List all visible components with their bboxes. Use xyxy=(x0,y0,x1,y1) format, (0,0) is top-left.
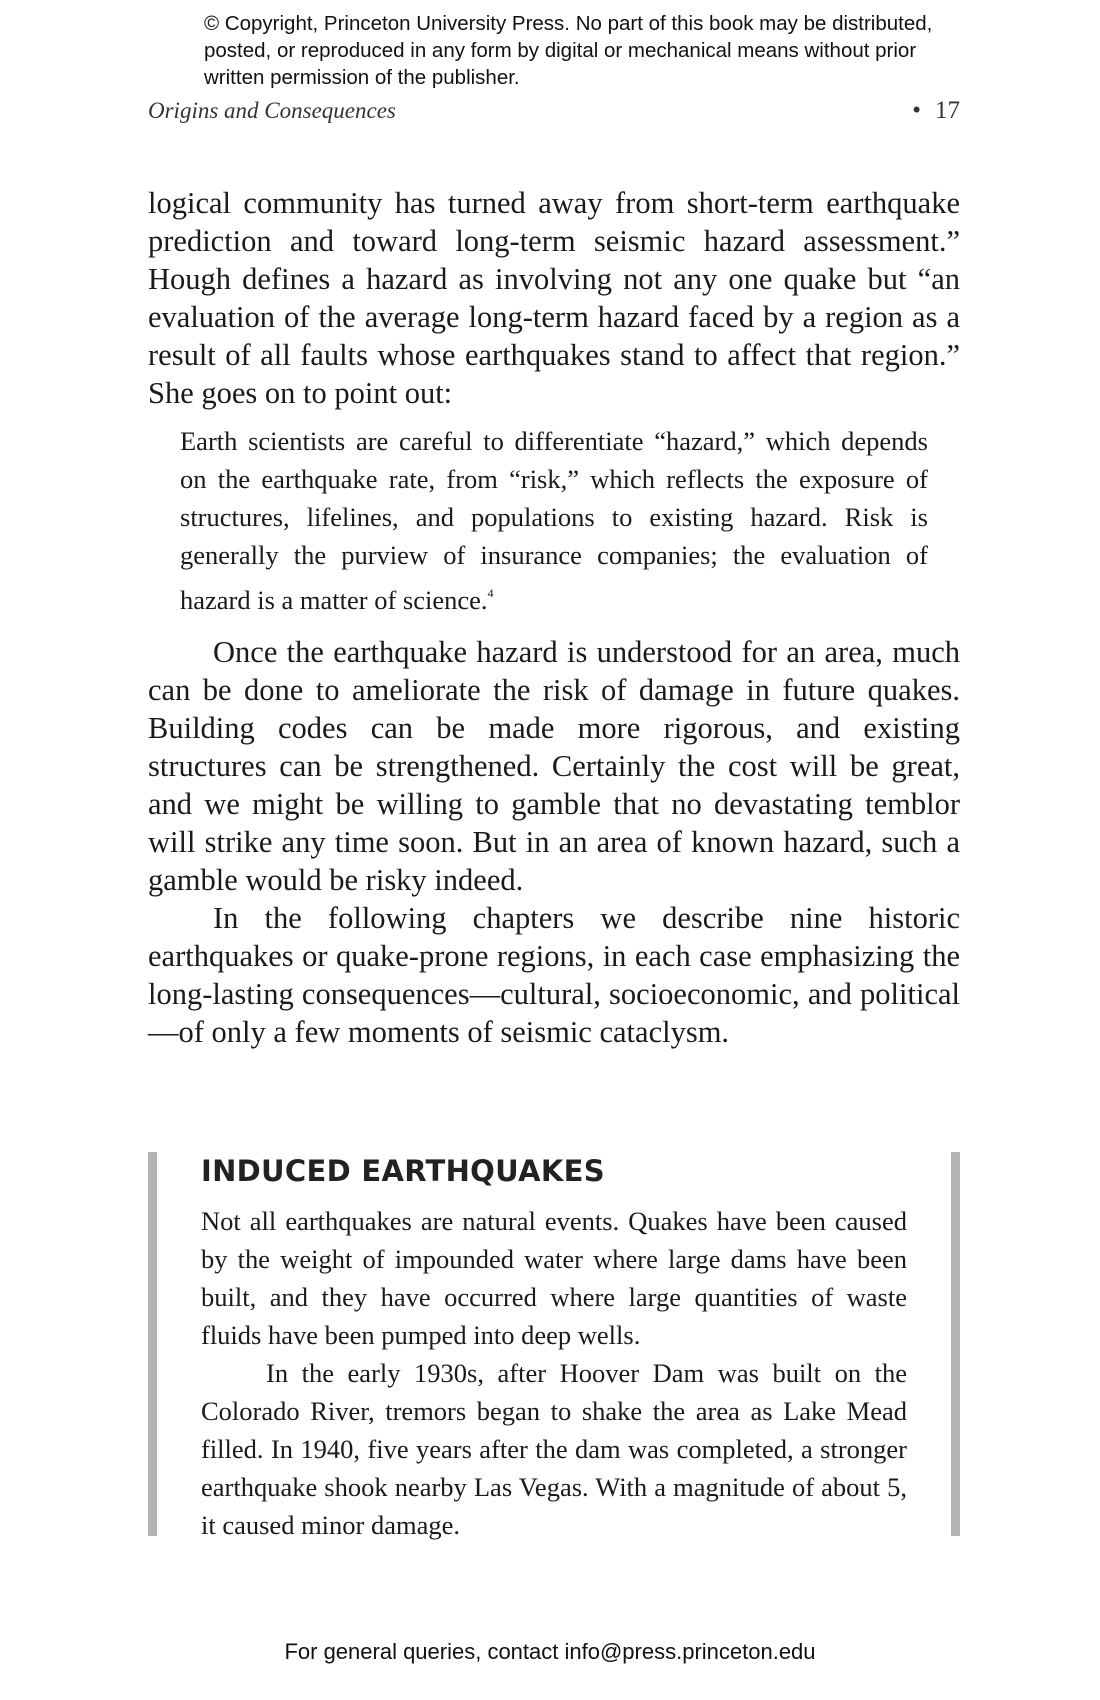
bullet-icon: • xyxy=(912,97,921,124)
body-paragraph-1: logical community has turned away from short-term earthquake prediction and toward long-term seismic hazard assessment.” Hough defines a hazard as involving not any one quake but “an evaluation of the average long-term hazard faced by a region as a result of all faults whose earthquakes stand to affect that region.” She goes on to point out: xyxy=(148,186,960,410)
block-quote xyxy=(180,422,928,619)
sidebar-paragraph-1: Not all earthquakes are natural events. Quakes have been caused by the weight of impounded water where large dams have been built, and they have occurred where large quantities of waste fluids have been pumped into deep wells. xyxy=(201,1206,907,1350)
sidebar-paragraph-2: In the early 1930s, after Hoover Dam was built on the Colorado River, tremors began to shake the area as Lake Mead filled. In 1940, five years after the dam was completed, a stronger earthquake shook nearby Las Vegas. With a magnitude of about 5, it caused minor damage. xyxy=(201,1358,907,1540)
block-quote-text: Earth scientists are careful to differentiate “hazard,” which depends on the earthquake rate, from “risk,” which reflects the exposure of structures, lifelines, and populations to existing hazard. Risk is generally the purview of insurance companies; the evaluation of hazard is a matter of science. xyxy=(180,426,928,615)
running-head xyxy=(148,94,960,128)
main-text xyxy=(148,184,960,1051)
body-paragraph-3: In the following chapters we describe nine historic earthquakes or quake-prone regions, in each case emphasizing the long-lasting consequences—cultural, socioeconomic, and political—of only a few moments of seismic cataclysm. xyxy=(148,901,960,1049)
running-head-title: Origins and Consequences xyxy=(148,98,396,123)
footnote-marker: 4 xyxy=(487,586,494,600)
body-paragraph-2: Once the earthquake hazard is understood for an area, much can be done to ameliorate the risk of damage in future quakes. Building codes can be made more rigorous, and existing structures can be strengthened. Certainly the cost will be great, and we might be willing to gamble that no devastating temblor will strike any time soon. But in an area of known hazard, such a gamble would be risky indeed. xyxy=(148,635,960,897)
sidebar-box xyxy=(148,1152,960,1540)
sidebar-content xyxy=(201,1152,907,1544)
sidebar-right-rule xyxy=(951,1152,960,1536)
page-number: 17 xyxy=(935,97,960,124)
sidebar-left-rule xyxy=(148,1152,157,1536)
footer-contact: For general queries, contact info@press.princeton.edu xyxy=(284,1639,816,1664)
page-number-group xyxy=(912,94,960,128)
copyright-notice: © Copyright, Princeton University Press. No part of this book may be distributed, posted, or reproduced in any form by digital or mechanical means without prior written permission of the publisher. xyxy=(204,12,933,89)
sidebar-heading: INDUCED EARTHQUAKES xyxy=(201,1154,605,1188)
